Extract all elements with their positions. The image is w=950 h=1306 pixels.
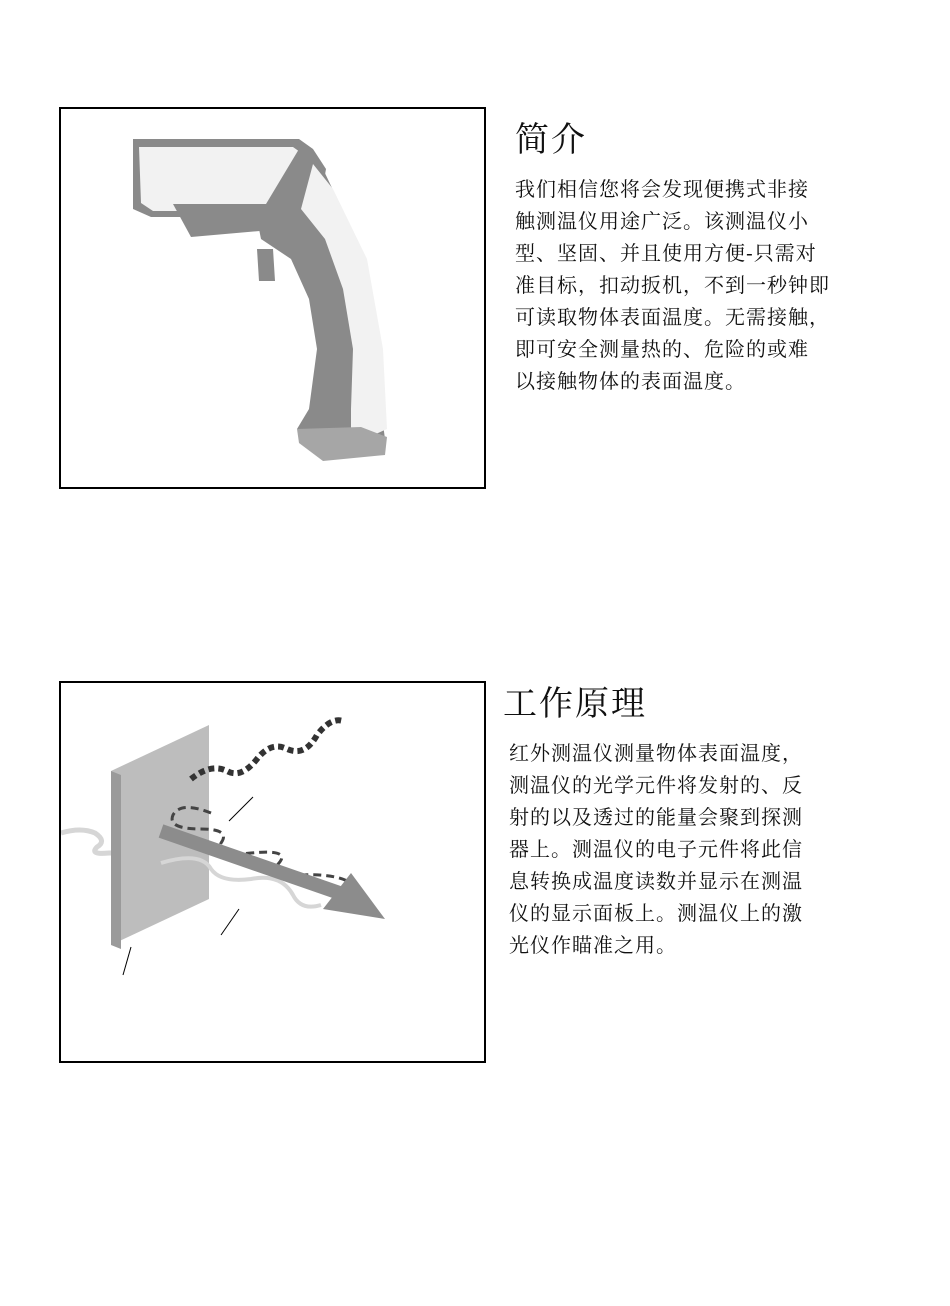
infrared-thermometer-illustration [61, 109, 484, 487]
background-wave [61, 830, 113, 853]
principle-line: 光仪作瞄准之用。 [509, 933, 677, 957]
principle-line: 器上。测温仪的电子元件将此信 [509, 837, 803, 861]
thermometer-base [297, 427, 387, 461]
principle-line: 红外测温仪测量物体表面温度， [509, 741, 803, 765]
pointer-line [123, 947, 131, 975]
intro-line: 准目标，扣动扳机，不到一秒钟即 [515, 273, 830, 297]
intro-line: 触测温仪用途广泛。该测温仪小 [515, 209, 809, 233]
pointer-line [221, 909, 239, 935]
emitted-wave [191, 720, 343, 779]
intro-line: 型、坚固、并且使用方便-只需对 [515, 241, 817, 265]
principle-line: 射的以及透过的能量会聚到探测 [509, 805, 803, 829]
principle-heading: 工作原理 [503, 684, 647, 724]
intro-line: 即可安全测量热的、危险的或难 [515, 337, 809, 361]
pointer-line [229, 797, 253, 821]
thermometer-figure [59, 107, 486, 489]
principle-paragraph [509, 737, 909, 961]
principle-line: 息转换成温度读数并显示在测温 [509, 869, 803, 893]
intro-line: 以接触物体的表面温度。 [515, 369, 746, 393]
principle-line: 仪的显示面板上。测温仪上的激 [509, 901, 803, 925]
principle-figure [59, 681, 486, 1063]
intro-line: 可读取物体表面温度。无需接触， [515, 305, 830, 329]
principle-line: 测温仪的光学元件将发射的、反 [509, 773, 803, 797]
intro-paragraph [515, 173, 915, 397]
intro-heading: 简介 [515, 120, 587, 160]
target-surface-edge [111, 771, 121, 949]
thermometer-trigger [257, 249, 275, 281]
principle-diagram [61, 683, 484, 1061]
intro-line: 我们相信您将会发现便携式非接 [515, 177, 809, 201]
